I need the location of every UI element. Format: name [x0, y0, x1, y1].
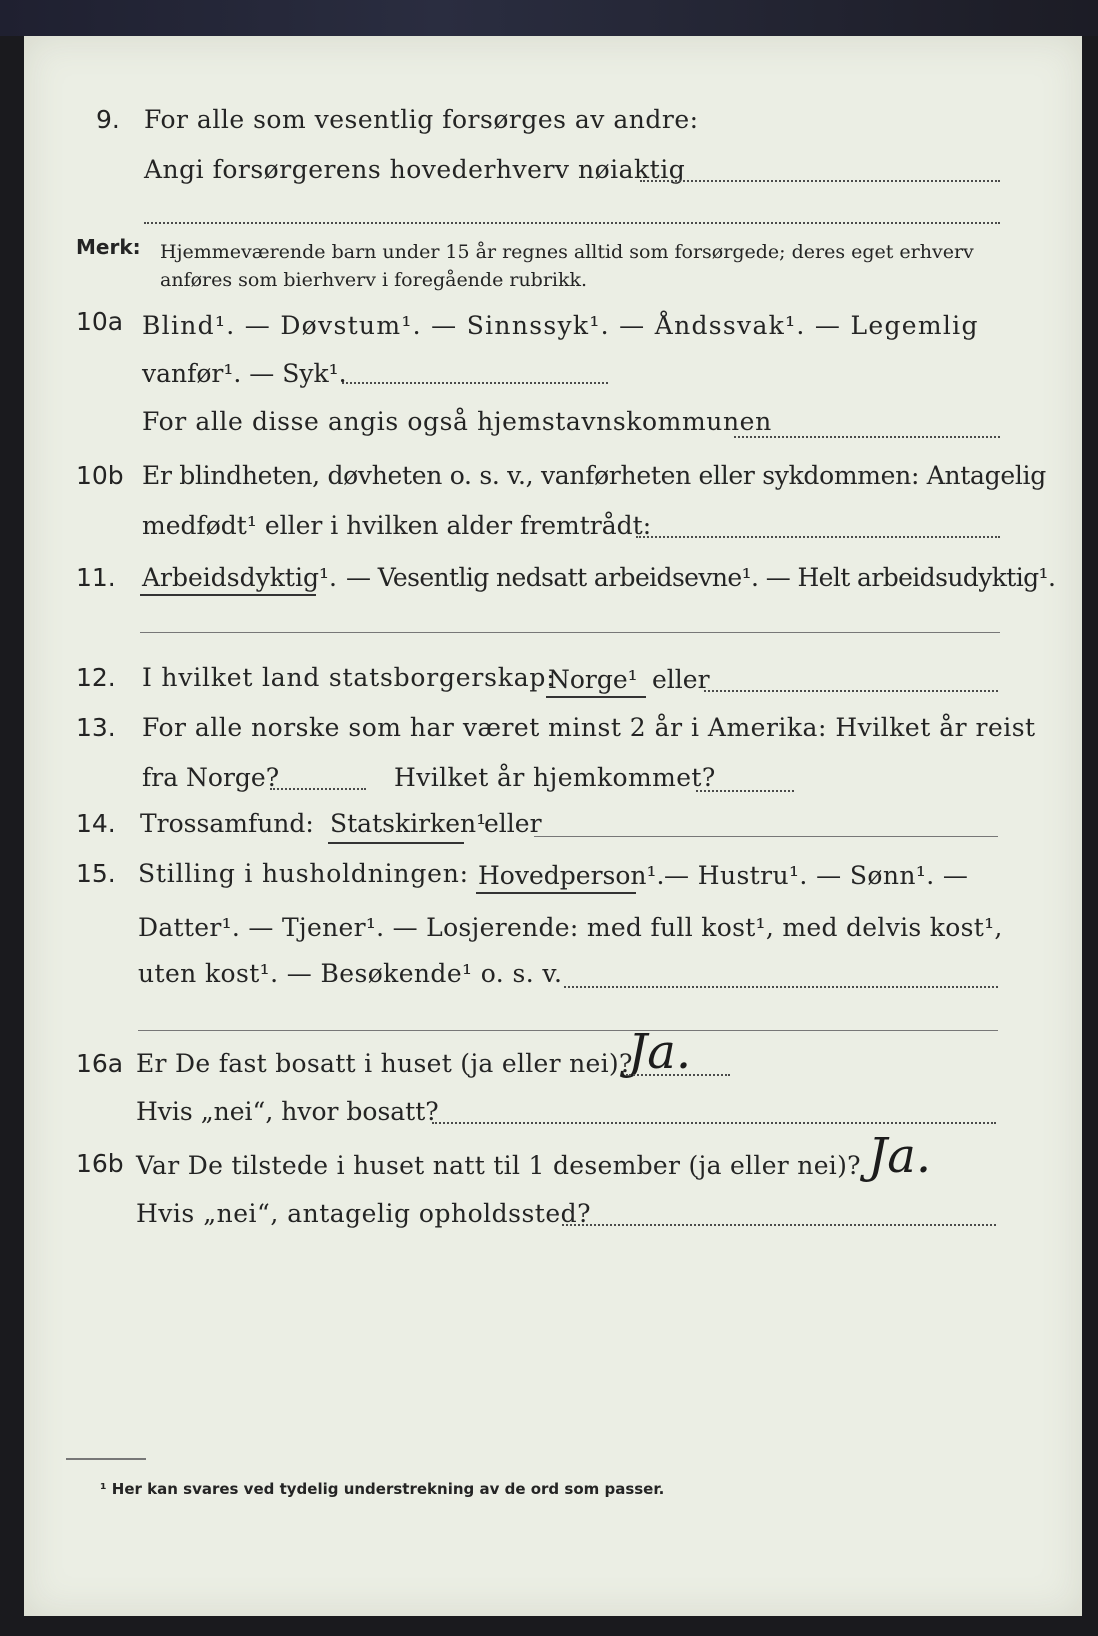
merk-line2: anføres som bierhverv i foregående rubrikk.: [160, 269, 588, 291]
footnote: ¹ Her kan svares ved tydelig understrekning av de ord som passer.: [100, 1480, 665, 1498]
q14-answer-line: [534, 836, 998, 837]
q15-number: 15.: [76, 859, 116, 888]
q14-suffix: eller: [484, 809, 542, 838]
q16b-line1: Var De tilstede i huset natt til 1 desember (ja eller nei)?: [136, 1151, 861, 1180]
q14-option-statskirken: Statskirken¹: [330, 809, 487, 838]
q15-line3: uten kost¹. — Besøkende¹ o. s. v.: [138, 959, 563, 988]
q15-underline-mark: [476, 892, 636, 894]
q16b-number: 16b: [76, 1149, 124, 1178]
q11-answer-line: [140, 632, 1000, 633]
q14-underline-mark: [328, 842, 464, 844]
footnote-separator: [66, 1458, 146, 1460]
q11-number: 11.: [76, 563, 116, 592]
q15-extra-line: [138, 1030, 998, 1031]
q16b-line2: Hvis „nei“, antagelig opholdssted?: [136, 1199, 592, 1228]
q9-answer-line: [640, 180, 1000, 182]
q16a-answer-line: [626, 1074, 730, 1076]
q10b-line1: Er blindheten, døvheten o. s. v., vanførheten eller sykdommen: Antagelig: [142, 461, 1046, 490]
q15-answer-line: [564, 986, 998, 988]
q12-answer-line: [704, 690, 998, 692]
q12-underline-mark: [546, 696, 646, 698]
q10b-answer-line: [636, 536, 1000, 538]
q16a-bosatt-line: [432, 1122, 996, 1124]
q10a-line1: Blind¹. — Døvstum¹. — Sinnssyk¹. — Åndssvak¹. — Legemlig: [142, 311, 979, 340]
q9-number: 9.: [96, 105, 120, 134]
q15-line2: Datter¹. — Tjener¹. — Losjerende: med full kost¹, med delvis kost¹,: [138, 913, 1003, 942]
q12-suffix: eller: [652, 665, 710, 694]
q13-hjemkommet-line: [696, 790, 794, 792]
q12-prefix: I hvilket land statsborgerskap:: [142, 663, 556, 692]
q9-line1: For alle som vesentlig forsørges av andre:: [144, 105, 699, 134]
q13-line1: For alle norske som har været minst 2 år i Amerika: Hvilket år reist: [142, 713, 1036, 742]
q16a-handwritten-answer: Ja.: [628, 1024, 692, 1080]
q15-prefix: Stilling i husholdningen:: [138, 859, 469, 888]
q11-underline-mark: [140, 594, 316, 596]
q12-number: 12.: [76, 663, 116, 692]
q15-option-hovedperson: Hovedperson¹.: [478, 861, 665, 890]
q11-rest: — Vesentlig nedsatt arbeidsevne¹. — Helt arbeidsudyktig¹.: [346, 563, 1056, 592]
q10b-number: 10b: [76, 461, 124, 490]
q13-part2: Hvilket år hjemkommet?: [394, 763, 716, 792]
q15-rest1: — Hustru¹. — Sønn¹. —: [664, 861, 969, 890]
scan-edge: [0, 0, 1098, 36]
q11-option-arbeidsdyktig: Arbeidsdyktig¹.: [142, 563, 337, 592]
q10a-number: 10a: [76, 307, 124, 336]
q12-option-norge: Norge¹: [548, 665, 638, 694]
q10a-syk-line: [342, 382, 608, 384]
q16a-line1: Er De fast bosatt i huset (ja eller nei)?: [136, 1049, 633, 1078]
q16b-handwritten-answer: Ja.: [868, 1128, 932, 1184]
q13-part1: fra Norge?: [142, 763, 280, 792]
q10a-line2: vanfør¹. — Syk¹.: [142, 359, 347, 388]
q10a-line3: For alle disse angis også hjemstavnskommunen: [142, 407, 772, 436]
q13-number: 13.: [76, 713, 116, 742]
q9-line2: Angi forsørgerens hovederhverv nøiaktig: [144, 155, 686, 184]
q14-number: 14.: [76, 809, 116, 838]
q10b-line2: medfødt¹ eller i hvilken alder fremtrådt:: [142, 511, 652, 540]
merk-label: Merk:: [76, 235, 141, 259]
q14-prefix: Trossamfund:: [140, 809, 314, 838]
q13-reist-line: [270, 788, 366, 790]
q16a-line2: Hvis „nei“, hvor bosatt?: [136, 1097, 439, 1126]
q9-extra-line: [144, 222, 1000, 224]
q16a-number: 16a: [76, 1049, 124, 1078]
q16b-opholdssted-line: [562, 1224, 996, 1226]
merk-line1: Hjemmeværende barn under 15 år regnes alltid som forsørgede; deres eget erhverv: [160, 241, 974, 263]
census-form-page: [24, 36, 1082, 1616]
q10a-hjemstavn-line: [734, 436, 1000, 438]
